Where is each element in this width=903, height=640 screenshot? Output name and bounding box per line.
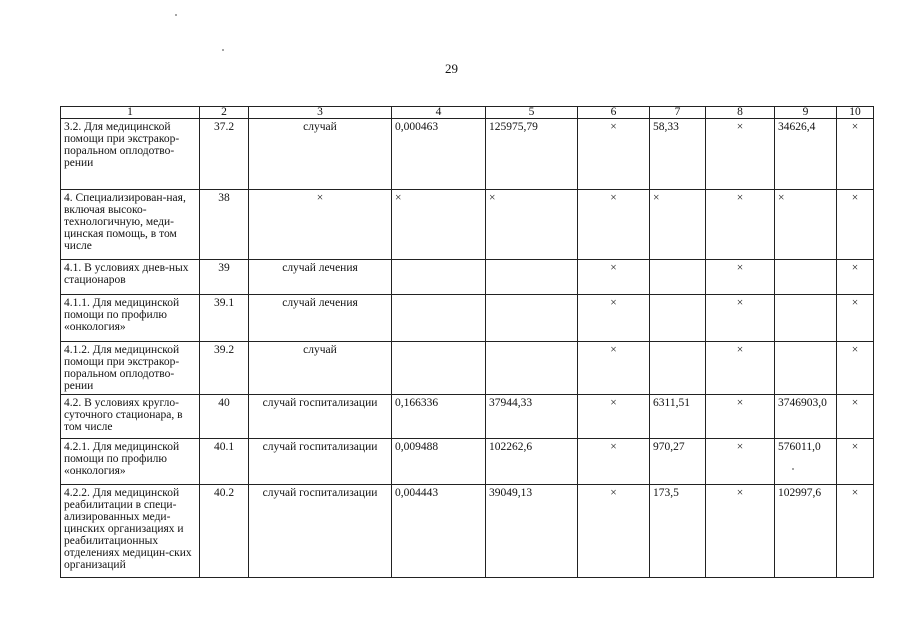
table-cell-c8: ×: [706, 485, 775, 578]
table-cell-name: 4.1. В условиях днев-ных стационаров: [61, 260, 200, 295]
table-cell-c8: ×: [706, 395, 775, 439]
table-cell-unit: ×: [249, 190, 392, 260]
table-cell-code: 37.2: [200, 119, 249, 190]
table-cell-c6: ×: [578, 295, 650, 342]
table-cell-code: 40.1: [200, 439, 249, 485]
table-cell-c8: ×: [706, 295, 775, 342]
table-cell-unit: случай: [249, 119, 392, 190]
table-cell-code: 39.2: [200, 342, 249, 395]
table-cell-c7: [650, 342, 706, 395]
table-cell-unit: случай лечения: [249, 260, 392, 295]
table-cell-code: 38: [200, 190, 249, 260]
table-cell-c6: ×: [578, 260, 650, 295]
table-cell-name: 3.2. Для медицинской помощи при экстракор-поральном оплодотво-рении: [61, 119, 200, 190]
table-cell-c9: [775, 295, 837, 342]
table-cell-c5: 125975,79: [486, 119, 578, 190]
table-cell-c10: ×: [837, 119, 874, 190]
header-row: [61, 107, 874, 119]
table-cell-c10: ×: [837, 190, 874, 260]
table-cell-c7: 58,33: [650, 119, 706, 190]
header-cell: 1: [61, 107, 200, 119]
table-cell-c6: ×: [578, 342, 650, 395]
table-cell-c6: ×: [578, 485, 650, 578]
table-cell-c4: [392, 295, 486, 342]
table-row: [61, 395, 874, 439]
data-table: [60, 106, 874, 578]
table-row: [61, 485, 874, 578]
table-cell-c8: ×: [706, 119, 775, 190]
table-cell-c8: ×: [706, 260, 775, 295]
table-cell-c10: ×: [837, 485, 874, 578]
table-cell-c5: 102262,6: [486, 439, 578, 485]
table-cell-c5: [486, 295, 578, 342]
table-cell-c8: ×: [706, 439, 775, 485]
table-cell-unit: случай лечения: [249, 295, 392, 342]
table-cell-c9: ×: [775, 190, 837, 260]
table-cell-code: 39: [200, 260, 249, 295]
table-cell-c9: 102997,6: [775, 485, 837, 578]
table-cell-c7: 173,5: [650, 485, 706, 578]
table-row: [61, 439, 874, 485]
table-cell-c5: 37944,33: [486, 395, 578, 439]
table-cell-c5: [486, 342, 578, 395]
table-cell-c6: ×: [578, 395, 650, 439]
table-row: [61, 295, 874, 342]
table-cell-unit: случай: [249, 342, 392, 395]
header-cell: 7: [650, 107, 706, 119]
table-cell-c7: [650, 260, 706, 295]
header-cell: 3: [249, 107, 392, 119]
table-cell-name: 4.1.2. Для медицинской помощи при экстракор-поральном оплодотво-рении: [61, 342, 200, 395]
table-cell-c8: ×: [706, 190, 775, 260]
table-cell-c8: ×: [706, 342, 775, 395]
header-cell: 2: [200, 107, 249, 119]
table-cell-c9: 34626,4: [775, 119, 837, 190]
table-cell-c4: 0,004443: [392, 485, 486, 578]
table-cell-c4: 0,166336: [392, 395, 486, 439]
table-cell-unit: случай госпитализации: [249, 395, 392, 439]
table-cell-name: 4.2.1. Для медицинской помощи по профилю «онкология»: [61, 439, 200, 485]
table-cell-c4: 0,000463: [392, 119, 486, 190]
header-cell: 6: [578, 107, 650, 119]
table-cell-unit: случай госпитализации: [249, 439, 392, 485]
scan-speck: [792, 468, 794, 470]
table-cell-c4: [392, 260, 486, 295]
table-cell-c9: 3746903,0: [775, 395, 837, 439]
table-cell-c4: 0,009488: [392, 439, 486, 485]
scan-speck: [222, 49, 224, 51]
table-cell-c7: 6311,51: [650, 395, 706, 439]
page-number: 29: [445, 61, 458, 76]
header-cell: 8: [706, 107, 775, 119]
table-cell-name: 4.2. В условиях кругло-суточного стационара, в том числе: [61, 395, 200, 439]
header-cell: 10: [837, 107, 874, 119]
table-cell-c9: [775, 342, 837, 395]
header-cell: 9: [775, 107, 837, 119]
table-cell-c4: ×: [392, 190, 486, 260]
table-cell-c7: ×: [650, 190, 706, 260]
header-cell: 5: [486, 107, 578, 119]
table-cell-c6: ×: [578, 190, 650, 260]
table-cell-c10: ×: [837, 260, 874, 295]
table-cell-c4: [392, 342, 486, 395]
table-cell-code: 40.2: [200, 485, 249, 578]
table-cell-c5: ×: [486, 190, 578, 260]
table-cell-code: 39.1: [200, 295, 249, 342]
table-cell-c9: [775, 260, 837, 295]
table-cell-c5: [486, 260, 578, 295]
table-cell-c10: ×: [837, 295, 874, 342]
scan-speck: [175, 14, 177, 16]
table-cell-name: 4.1.1. Для медицинской помощи по профилю «онкология»: [61, 295, 200, 342]
header-cell: 4: [392, 107, 486, 119]
table-cell-code: 40: [200, 395, 249, 439]
table-cell-name: 4. Специализирован-ная, включая высоко-технологичную, меди-цинская помощь, в том числе: [61, 190, 200, 260]
table-cell-c9: 576011,0: [775, 439, 837, 485]
table-cell-c5: 39049,13: [486, 485, 578, 578]
table-row: [61, 119, 874, 190]
table-cell-c10: ×: [837, 395, 874, 439]
table-row: [61, 260, 874, 295]
table-cell-c6: ×: [578, 439, 650, 485]
table-cell-c10: ×: [837, 439, 874, 485]
table-cell-name: 4.2.2. Для медицинской реабилитации в специ-ализированных меди-цинских организациях и реабилитационных отделениях медицин-ских организаций: [61, 485, 200, 578]
table-row: [61, 342, 874, 395]
table-cell-c7: 970,27: [650, 439, 706, 485]
table-cell-c10: ×: [837, 342, 874, 395]
table-row: [61, 190, 874, 260]
table-cell-unit: случай госпитализации: [249, 485, 392, 578]
table-cell-c7: [650, 295, 706, 342]
table-cell-c6: ×: [578, 119, 650, 190]
